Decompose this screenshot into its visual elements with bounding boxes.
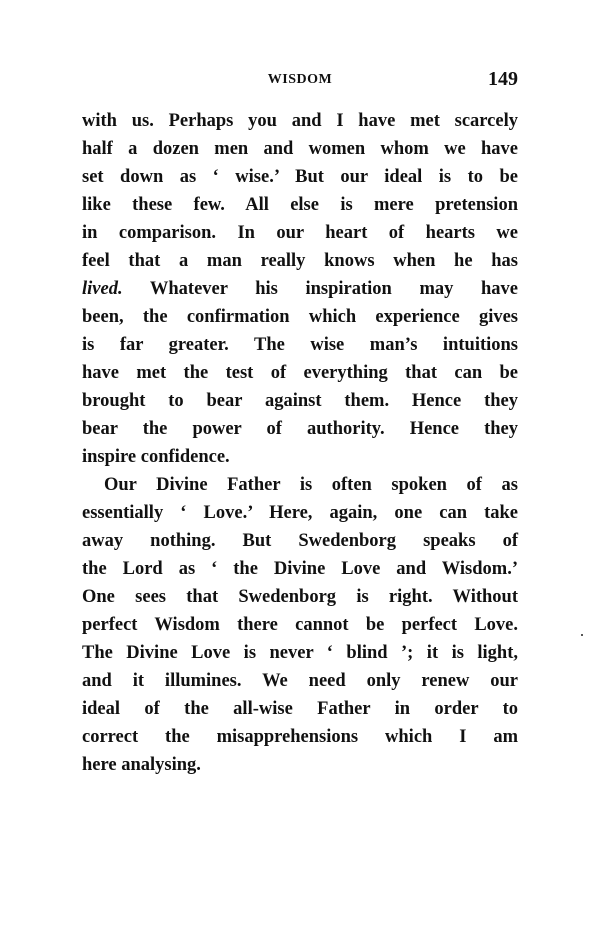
text-line xyxy=(82,303,518,331)
line-text: away nothing. But Swedenborg speaks of xyxy=(82,531,518,551)
paragraph xyxy=(82,471,518,779)
paragraph xyxy=(82,107,518,471)
line-text: Whatever his inspiration may have xyxy=(149,279,518,299)
text-line xyxy=(82,611,518,639)
line-text: set down as ‘ wise.’ But our ideal is to be xyxy=(82,167,518,187)
line-text: correct the misapprehensions which I am xyxy=(82,727,518,747)
line-text: ideal of the all-wise Father in order to xyxy=(82,699,518,719)
line-text: here analysing. xyxy=(82,755,201,775)
text-line xyxy=(82,331,518,359)
text-line xyxy=(82,723,518,751)
line-text: have met the test of everything that can be xyxy=(82,363,518,383)
line-text: the Lord as ‘ the Divine Love and Wisdom.’ xyxy=(82,559,518,579)
text-line xyxy=(82,163,518,191)
line-text: bear the power of authority. Hence they xyxy=(82,419,518,439)
text-line xyxy=(82,387,518,415)
line-text: like these few. All else is mere pretension xyxy=(82,195,518,215)
text-line xyxy=(82,415,518,443)
text-line xyxy=(82,695,518,723)
text-line xyxy=(82,499,518,527)
text-line xyxy=(82,191,518,219)
body-text xyxy=(82,107,518,779)
text-line xyxy=(82,667,518,695)
page-number: 149 xyxy=(488,68,518,90)
text-line xyxy=(82,527,518,555)
line-text: perfect Wisdom there cannot be perfect Love. xyxy=(82,615,518,635)
text-line xyxy=(82,247,518,275)
line-text: half a dozen men and women whom we have xyxy=(82,139,518,159)
text-line xyxy=(82,219,518,247)
scan-speck xyxy=(581,634,583,636)
text-line xyxy=(82,471,518,499)
line-text: brought to bear against them. Hence they xyxy=(82,391,518,411)
text-line xyxy=(82,639,518,667)
line-text: been, the confirmation which experience gives xyxy=(82,307,518,327)
text-line xyxy=(82,359,518,387)
text-line xyxy=(82,135,518,163)
line-text: feel that a man really knows when he has xyxy=(82,251,518,271)
text-line xyxy=(82,583,518,611)
line-text: and it illumines. We need only renew our xyxy=(82,671,518,691)
running-title: WISDOM xyxy=(267,72,333,87)
line-text: in comparison. In our heart of hearts we xyxy=(82,223,518,243)
page-header xyxy=(82,68,518,92)
text-line xyxy=(82,555,518,583)
line-text: Our Divine Father is often spoken of as xyxy=(104,475,518,495)
text-line xyxy=(82,751,518,779)
text-line xyxy=(82,443,518,471)
text-line xyxy=(82,107,518,135)
line-text: inspire confidence. xyxy=(82,447,230,467)
line-text: is far greater. The wise man’s intuitions xyxy=(82,335,518,355)
emphasized-word: lived. xyxy=(82,279,123,299)
line-text: with us. Perhaps you and I have met scarcely xyxy=(82,111,518,131)
text-line xyxy=(82,275,518,303)
line-text: The Divine Love is never ‘ blind ’; it is light, xyxy=(82,643,518,663)
line-text: One sees that Swedenborg is right. Without xyxy=(82,587,518,607)
line-text: essentially ‘ Love.’ Here, again, one can take xyxy=(82,503,518,523)
